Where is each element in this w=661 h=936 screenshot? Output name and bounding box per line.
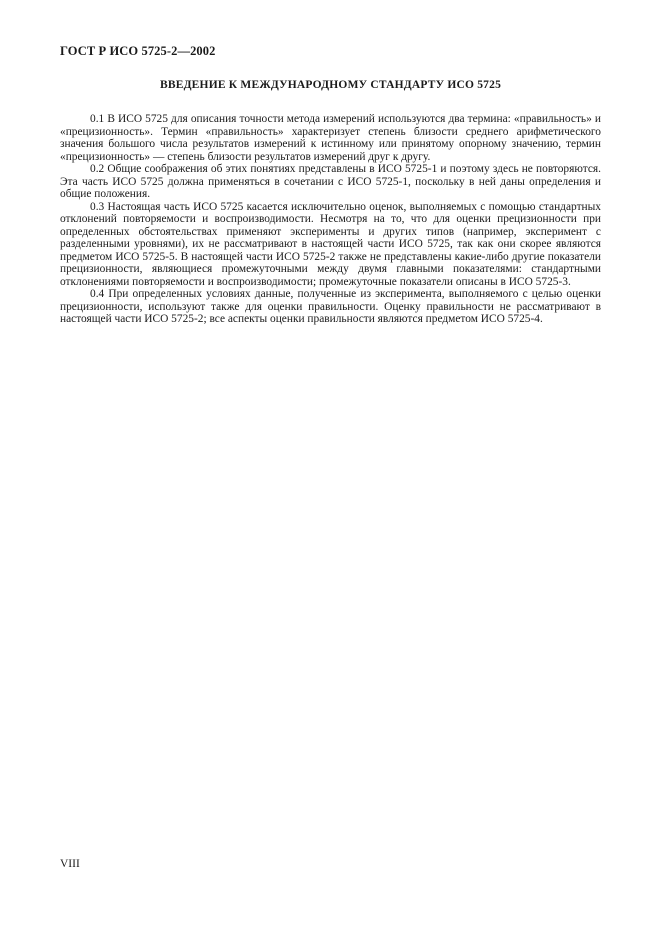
- paragraph-0-4: 0.4 При определенных условиях данные, полученные из эксперимента, выполняемого с целью оценки прецизионности, используют также для оценки правильности. Оценку правильности не рассматривают в настоящей части ИСО 5725-2; все аспекты оценки правильности являются предметом ИСО 5725-4.: [60, 288, 601, 325]
- paragraph-0-1: 0.1 В ИСО 5725 для описания точности метода измерений используются два термина: «правильность» и «прецизионность». Термин «правильность» характеризует степень близости среднего арифметического значения большого числа результатов измерений к истинному или принятому опорному значению, термин «прецизионность» — степень близости результатов измерений друг к другу.: [60, 113, 601, 163]
- page-number: VIII: [60, 858, 80, 870]
- body-text: [60, 113, 601, 326]
- document-header-code: ГОСТ Р ИСО 5725-2—2002: [60, 44, 216, 58]
- paragraph-0-3: 0.3 Настоящая часть ИСО 5725 касается исключительно оценок, выполняемых с помощью стандартных отклонений повторяемости и воспроизводимости. Несмотря на то, что для оценки прецизионности при определенных обстоятельствах применяют эксперименты и других типов (например, эксперимент с разделенными уровнями), их не рассматривают в настоящей части ИСО 5725, так как они скорее являются предметом ИСО 5725-5. В настоящей части ИСО 5725-2 также не представлены какие-либо другие показатели прецизионности, являющиеся промежуточными между двумя главными показателями: стандартными отклонениями повторяемости и воспроизводимости; промежуточные показатели описаны в ИСО 5725-3.: [60, 200, 601, 288]
- paragraph-0-2: 0.2 Общие соображения об этих понятиях представлены в ИСО 5725-1 и поэтому здесь не повторяются. Эта часть ИСО 5725 должна применяться в сочетании с ИСО 5725-1, поскольку в ней даны определения и общие положения.: [60, 163, 601, 200]
- section-title: ВВЕДЕНИЕ К МЕЖДУНАРОДНОМУ СТАНДАРТУ ИСО 5725: [159, 79, 502, 91]
